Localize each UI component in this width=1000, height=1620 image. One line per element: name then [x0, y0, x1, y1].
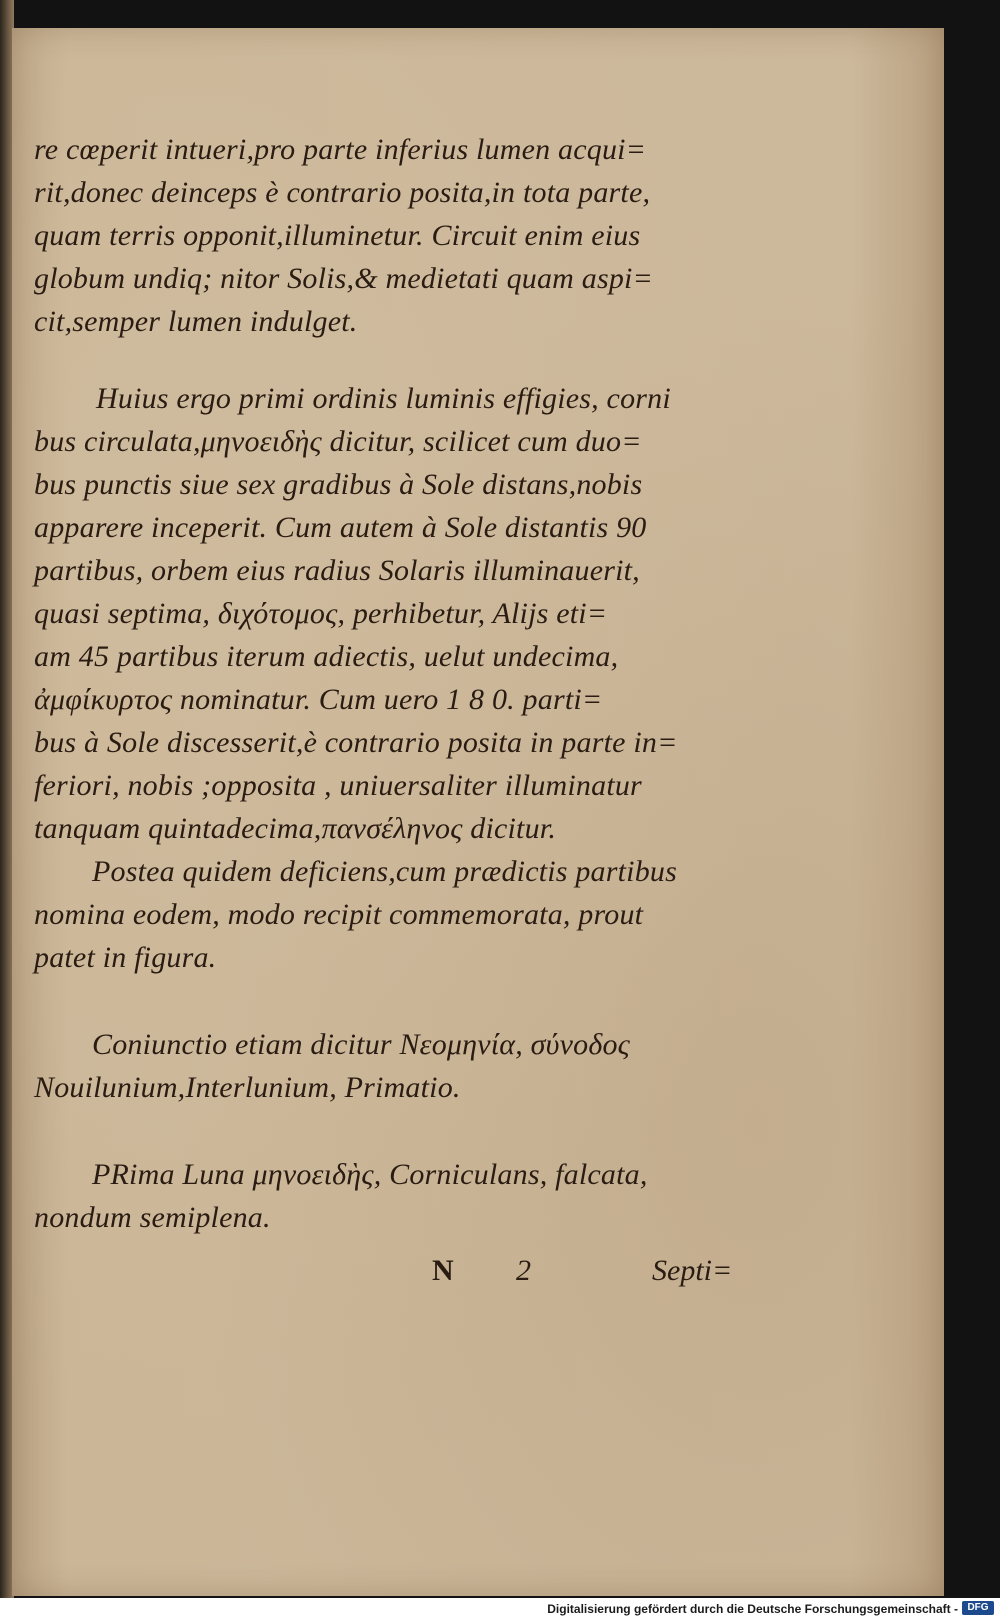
- text-line: nomina eodem, modo recipit commemorata, prout: [34, 898, 644, 931]
- signature-number: 2: [516, 1254, 531, 1287]
- credit-bar: [0, 1598, 1000, 1620]
- text-line: am 45 partibus iterum adiectis, uelut undecima,: [34, 640, 619, 673]
- paragraph-gap: [34, 1109, 734, 1153]
- text-line: bus punctis siue sex gradibus à Sole distans,nobis: [34, 468, 643, 501]
- text-line: globum undiq; nitor Solis,& medietati quam aspi=: [34, 262, 654, 295]
- text-line: Nouilunium,Interlunium, Primatio.: [34, 1071, 461, 1104]
- paragraph-3: [34, 850, 734, 979]
- text-line: patet in figura.: [34, 941, 217, 974]
- credit-text: Digitalisierung gefördert durch die Deutsche Forschungsgemeinschaft -: [547, 1602, 958, 1616]
- text-line: bus à Sole discesserit,è contrario posita in parte in=: [34, 726, 678, 759]
- text-line: quasi septima, διχότομος, perhibetur, Alijs eti=: [34, 597, 608, 630]
- catchword: Septi=: [652, 1254, 733, 1287]
- text-line: Postea quidem deficiens,cum prædictis partibus: [92, 855, 677, 888]
- text-line: Coniunctio etiam dicitur Νεομηνία, σύνοδος: [92, 1028, 631, 1061]
- text-line: nondum semiplena.: [34, 1201, 271, 1234]
- text-line: feriori, nobis ;opposita , uniuersaliter illuminatur: [34, 769, 642, 802]
- paragraph-gap: [34, 979, 734, 1023]
- dfg-logo-icon: DFG: [962, 1601, 994, 1615]
- text-line: tanquam quintadecima,πανσέληνος dicitur.: [34, 812, 557, 845]
- text-line: partibus, orbem eius radius Solaris illuminauerit,: [34, 554, 640, 587]
- book-page: [12, 28, 944, 1596]
- paragraph-gap: [34, 343, 734, 377]
- paragraph-1: [34, 128, 734, 343]
- page-footer: [432, 1254, 732, 1290]
- text-line: quam terris opponit,illuminetur. Circuit enim eius: [34, 219, 641, 252]
- signature-mark: N: [432, 1254, 454, 1287]
- text-line: ἀμφίκυρτος nominatur. Cum uero 1 8 0. parti=: [34, 683, 603, 716]
- text-line: rit,donec deinceps è contrario posita,in tota parte,: [34, 176, 651, 209]
- text-line: Huius ergo primi ordinis luminis effigies, corni: [96, 382, 671, 415]
- text-line: PRima Luna μηνοειδὴς, Corniculans, falcata,: [92, 1158, 648, 1191]
- paragraph-5: [34, 1153, 734, 1239]
- text-line: bus circulata,μηνοειδὴς dicitur, scilicet cum duo=: [34, 425, 642, 458]
- text-line: apparere inceperit. Cum autem à Sole distantis 90: [34, 511, 647, 544]
- text-line: cit,semper lumen indulget.: [34, 305, 358, 338]
- paragraph-2: [34, 377, 734, 850]
- text-line: re cœperit intueri,pro parte inferius lumen acqui=: [34, 133, 647, 166]
- page-text: [34, 128, 734, 1239]
- paragraph-4: [34, 1023, 734, 1109]
